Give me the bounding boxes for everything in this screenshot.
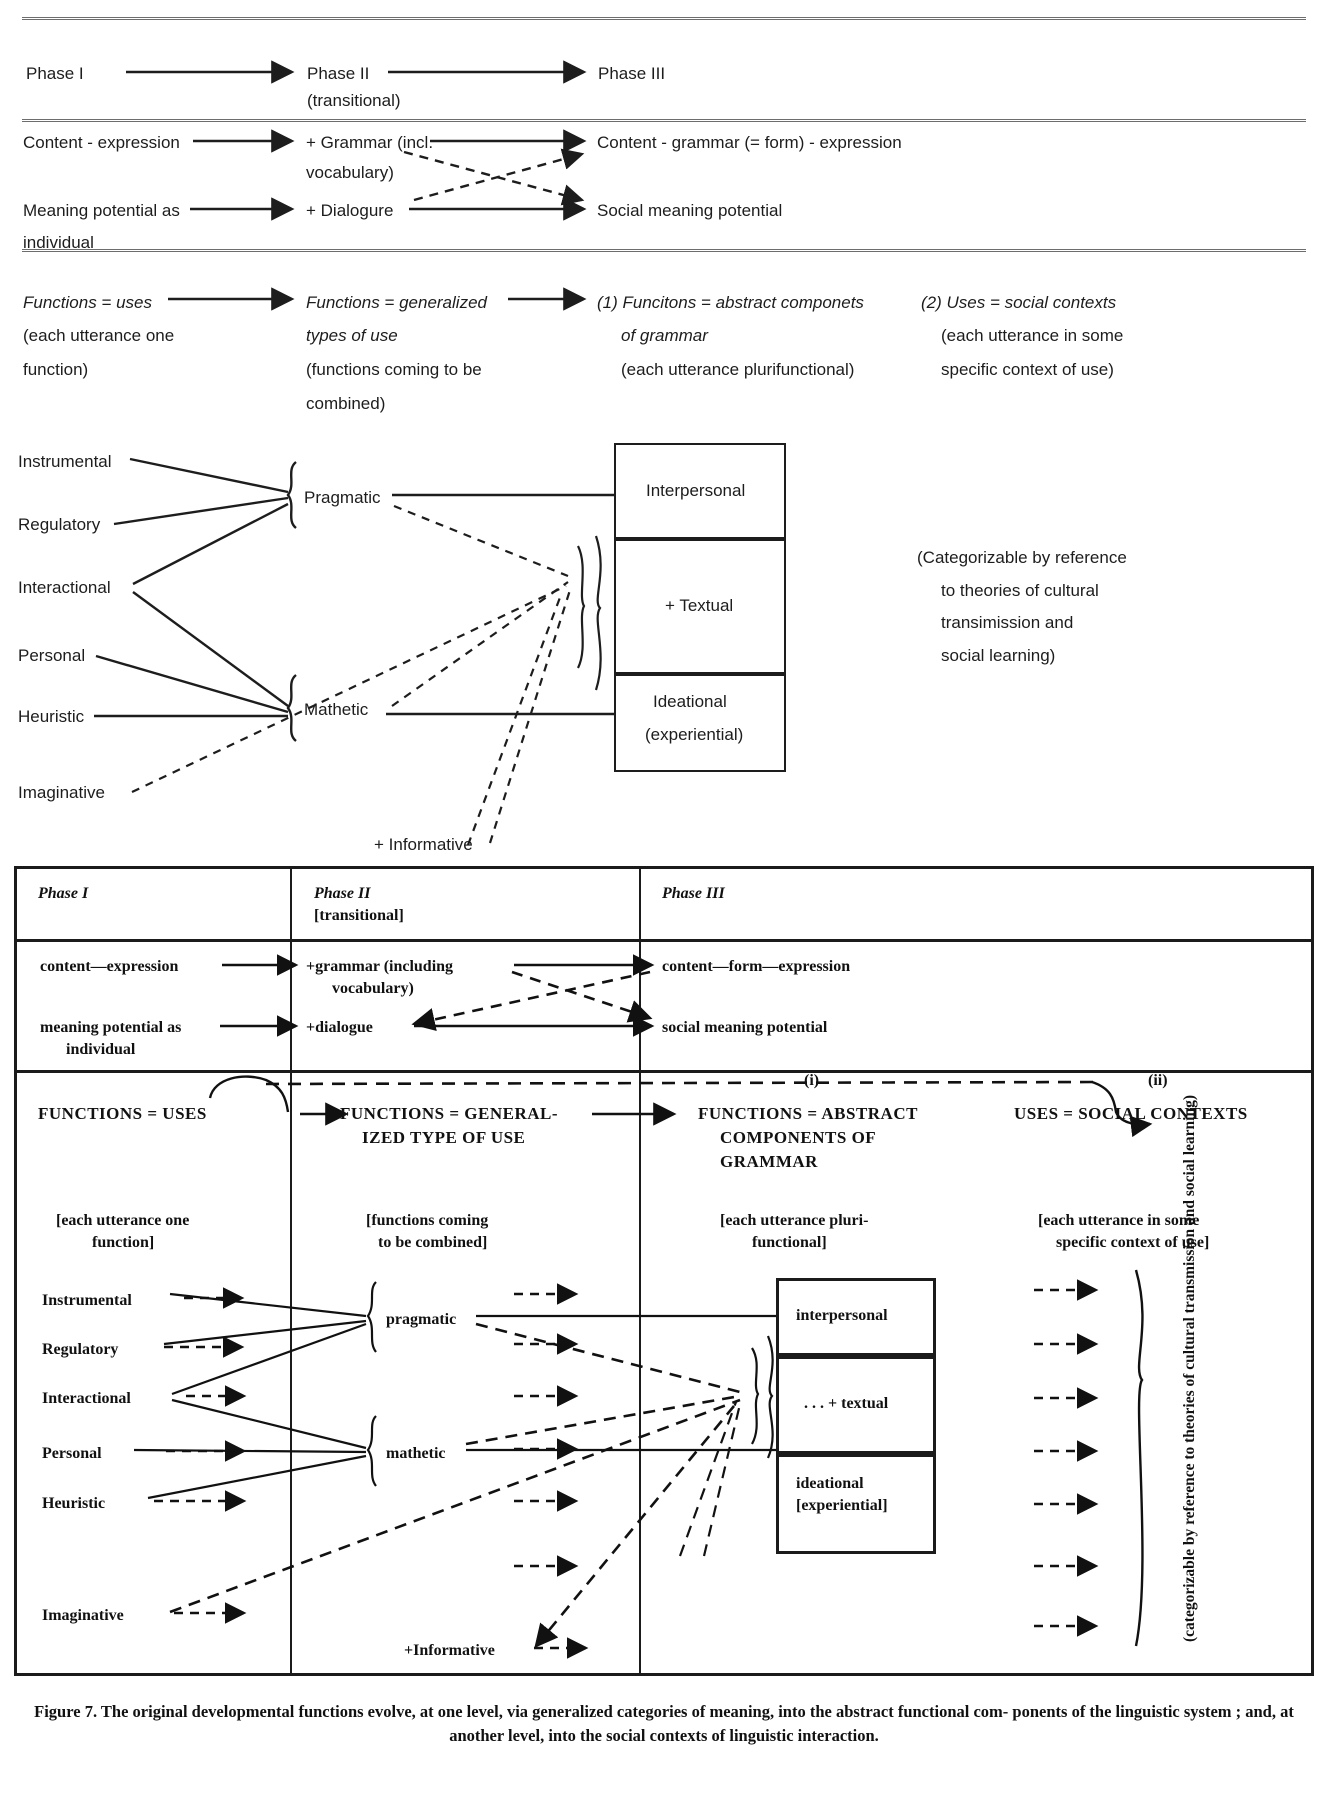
scan-col-divider-1 (290, 869, 292, 1673)
scan-label-textual: . . . + textual (804, 1395, 889, 1412)
scanned-original-figure (14, 866, 1314, 1676)
scan-phase3-header: Phase III (662, 885, 725, 902)
scan-macro-mathetic: mathetic (386, 1445, 446, 1462)
scan-micro-heuristic: Heuristic (42, 1495, 106, 1512)
functions-col4-line2: (each utterance in some (941, 326, 1124, 345)
functions-col2-line4: combined) (306, 394, 386, 413)
functions-col1-line3: function) (23, 360, 89, 379)
scan-functions-col2-note-line2: to be combined] (378, 1234, 488, 1251)
micro-function-regulatory: Regulatory (18, 515, 101, 534)
scan-functions-col1-head: FUNCTIONS = USES (38, 1104, 207, 1123)
functions-col3-line2: of grammar (621, 326, 708, 345)
scan-functions-col3-head-line2: COMPONENTS OF (720, 1128, 877, 1147)
divider-rule-bottom (22, 249, 1306, 252)
functions-col2-line3: (functions coming to be (306, 360, 482, 379)
metafunction-label-ideational-line1: Ideational (653, 692, 727, 711)
figure-caption-line2: ponents of the linguistic system ; and, at another level, into the social contexts of linguistic interaction. (449, 1702, 1294, 1745)
functions-col2-line1: Functions = generalized (306, 293, 487, 312)
scan-functions-col4-note-line2: specific context of use] (1056, 1234, 1210, 1251)
scan-meaning-potential-line2: individual (66, 1041, 136, 1058)
divider-rule-top (22, 17, 1306, 20)
scan-row-divider-2 (17, 1070, 1311, 1073)
functions-col1-line1: Functions = uses (23, 293, 152, 312)
side-note-line4: social learning) (941, 646, 1056, 665)
scan-functions-col4-note-line1: [each utterance in some (1038, 1212, 1200, 1229)
scan-micro-personal: Personal (42, 1445, 102, 1462)
side-note-line2: to theories of cultural (941, 581, 1099, 600)
figure-caption (10, 1700, 1318, 1748)
scan-meaning-potential-line1: meaning potential as (40, 1019, 182, 1036)
phase-1-label: Phase I (26, 64, 84, 83)
scan-functions-col3-note-line2: functional] (752, 1234, 827, 1251)
grammar-middle-line2: vocabulary) (306, 163, 394, 182)
functions-col4-line3: specific context of use) (941, 360, 1114, 379)
content-expression-left: Content - expression (23, 133, 180, 152)
scan-dialogue: +dialogue (306, 1019, 373, 1036)
scan-functions-col2-head-line1: FUNCTIONS = GENERAL- (340, 1104, 559, 1123)
scan-social-meaning-potential: social meaning potential (662, 1019, 828, 1036)
side-note-line3: transimission and (941, 613, 1074, 632)
macro-function-mathetic: Mathetic (304, 700, 369, 719)
scan-col-divider-2 (639, 869, 641, 1673)
scan-row-divider-1 (17, 939, 1311, 942)
dialogue-middle: + Dialogure (306, 201, 394, 220)
meaning-potential-left-line2: individual (23, 233, 94, 252)
scan-functions-col3-head-line1: FUNCTIONS = ABSTRACT (698, 1104, 918, 1123)
micro-function-interactional: Interactional (18, 578, 111, 597)
phase-3-label: Phase III (598, 64, 666, 83)
macro-function-pragmatic: Pragmatic (304, 488, 381, 507)
functions-col2-line2: types of use (306, 326, 398, 345)
micro-function-imaginative: Imaginative (18, 783, 105, 802)
scan-outer-frame (14, 866, 1314, 1676)
figure-caption-number: Figure 7. (34, 1702, 98, 1721)
micro-function-instrumental: Instrumental (18, 452, 112, 471)
metafunction-box-ideational (614, 674, 786, 772)
grammar-middle-line1: + Grammar (incl. (306, 133, 434, 152)
figure-caption-line1: The original developmental functions evolve, at one level, via generalized categories of meaning, into the abstract functional com- (100, 1702, 1009, 1721)
scan-functions-col4-head: USES = SOCIAL CONTEXTS (1014, 1104, 1248, 1123)
divider-rule-mid (22, 119, 1306, 122)
scan-functions-col1-note-line1: [each utterance one (56, 1212, 190, 1229)
phase-2-label: Phase II (307, 64, 370, 83)
scan-micro-regulatory: Regulatory (42, 1341, 119, 1358)
phase-2-sublabel: (transitional) (307, 91, 401, 110)
functions-col1-line2: (each utterance one (23, 326, 175, 345)
meaning-potential-left-line1: Meaning potential as (23, 201, 180, 220)
scan-micro-instrumental: Instrumental (42, 1292, 132, 1309)
scan-functions-col2-note-line1: [functions coming (366, 1212, 489, 1229)
scan-phase1-header: Phase I (38, 885, 89, 902)
scan-label-ideational-line2: [experiential] (796, 1497, 888, 1514)
scan-grammar-line2: vocabulary) (332, 980, 414, 997)
scan-macro-pragmatic: pragmatic (386, 1311, 457, 1328)
social-meaning-potential-right: Social meaning potential (597, 201, 783, 220)
scan-functions-col4-marker: (ii) (1148, 1072, 1168, 1089)
scan-functions-col3-note-line1: [each utterance pluri- (720, 1212, 869, 1229)
scan-phase2-subheader: [transitional] (314, 907, 404, 924)
scan-micro-interactional: Interactional (42, 1390, 131, 1407)
scan-micro-imaginative: Imaginative (42, 1607, 124, 1624)
scan-functions-col2-head-line2: IZED TYPE OF USE (362, 1128, 526, 1147)
functions-col3-line3: (each utterance plurifunctional) (621, 360, 855, 379)
functions-col3-line1: (1) Funcitons = abstract componets (597, 293, 864, 312)
metafunction-label-interpersonal: Interpersonal (646, 481, 746, 500)
content-grammar-expression-right: Content - grammar (= form) - expression (597, 133, 902, 152)
scan-content-expression: content—expression (40, 958, 179, 975)
scan-label-ideational-line1: ideational (796, 1475, 864, 1492)
scan-phase2-header: Phase II (314, 885, 371, 902)
macro-function-informative: + Informative (374, 835, 473, 854)
metafunction-label-textual: + Textual (665, 596, 734, 615)
scan-side-note: (categorizable by reference to theories of cultural transmission and social learning) (1181, 1094, 1198, 1642)
scan-grammar-line1: +grammar (including (306, 958, 454, 975)
scan-functions-col3-marker: (i) (804, 1072, 820, 1089)
side-note-line1: (Categorizable by reference (917, 548, 1127, 567)
scan-label-interpersonal: interpersonal (796, 1307, 888, 1324)
micro-function-heuristic: Heuristic (18, 707, 85, 726)
scan-content-form-expression: content—form—expression (662, 958, 851, 975)
functions-col4-line1: (2) Uses = social contexts (921, 293, 1117, 312)
metafunction-label-ideational-line2: (experiential) (645, 725, 744, 744)
micro-function-personal: Personal (18, 646, 86, 665)
scan-macro-informative: +Informative (404, 1642, 495, 1659)
scan-functions-col1-note-line2: function] (92, 1234, 155, 1251)
scan-functions-col3-head-line3: GRAMMAR (720, 1152, 818, 1171)
